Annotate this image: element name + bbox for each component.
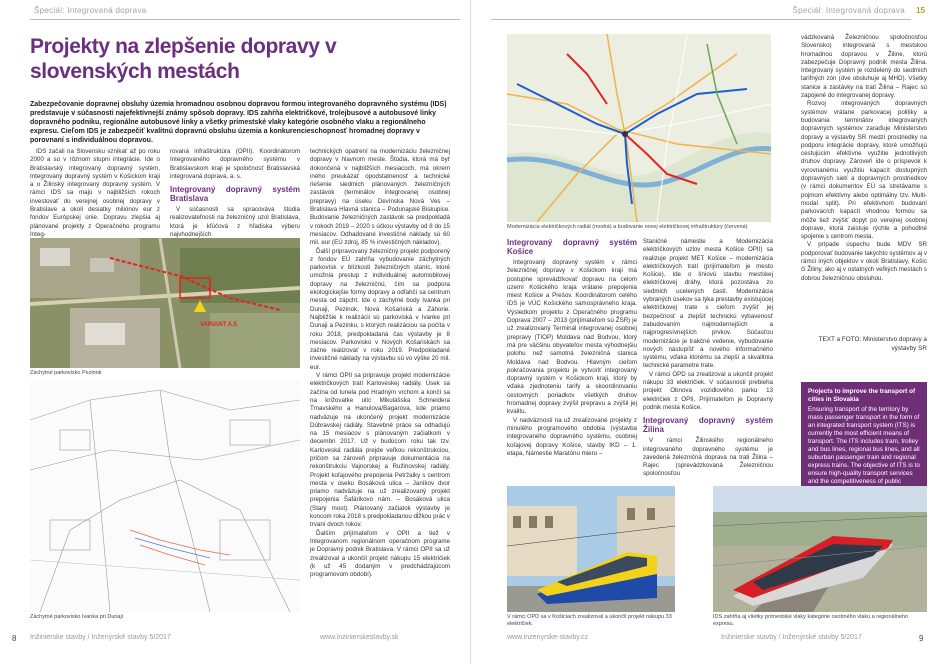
summary-text: Ensuring transport of the territory by mass passenger transport in the form of an integrated transport system (ITS) is currently the most efficient means of transport. The ITS includes tram, trolley and bus lines, regional bus lines, and all suburban passenger train and regional express trains. The objective of ITS is to ensure high-quality transport services and the competitiveness of public	[808, 406, 920, 485]
body-text: Ďalším prijímateľom v OPII a tiež v Integrovanom regionálnom operačnom programe je Dopravný podnik Bratislava. V rámci OPII sa už zrealizoval a ukončil projekt nákupu 15 električiek (k už 45 dodaným v predchádzajúcom programovom období).	[310, 529, 450, 579]
body-text: IDS začali na Slovensku vznikať až po roku 2000 a sú v rôznom stupni integrácie. Ide o Bratislavský integrovaný dopravný systém, Integrovaný dopravný systém v Košickom kraji a o Žilinský integrovaný dopravný systém. V rámci IDS sa majú v najbližších rokoch investovať do verejnej osobnej dopravy v Bratislave a okolí desiatky miliónov eur z fondov Európskej únie. Dopravu zlepšia aj plánované projekty z Operačného programu Integ-	[30, 148, 160, 238]
map-graphic	[507, 34, 771, 222]
column-1	[30, 148, 160, 238]
lead-paragraph: Zabezpečovanie dopravnej obsluhy územia hromadnou osobnou dopravou formou integrovaného dopravného systému (IDS) predstavuje v súčasnosti najefektívnejší známy spôsob dopravy. IDS zahŕňa električkové, trolejbusové a autobusové linky dopravného podniku, regionálne autobusové linky a všetky prímestské vlaky kategórie osobného vlaku a regionálneho expresu. Cieľom IDS je zabezpečiť kvalitnú dopravnú obsluhu územia a konkurencieschopnosť hromadnej dopravy v porovnaní s individuálnou dopravou.	[30, 101, 447, 144]
column-b	[643, 238, 773, 478]
tram-photo	[507, 486, 675, 612]
top-page-number: 15	[916, 6, 925, 15]
header-text: Špeciál: Integrovaná doprava	[34, 6, 147, 15]
page-number: 9	[919, 634, 924, 643]
footer-journal: Inžinierske stavby / Inženýrské stavby 5/2017	[721, 634, 862, 641]
caption-train: IDS zahŕňa aj všetky prímestské vlaky kategórie osobného vlaku a regionálneho expresu.	[713, 614, 909, 627]
footer-url: www.inzinierskestavby.sk	[320, 634, 399, 641]
tram-photo-graphic	[507, 486, 675, 612]
body-text: V rámci OPD sa zrealizoval a ukončil projekt nákupu 33 električiek. V súčasnosti prebieha projekt Obnova vozidlového parku 13 električiek z OPII. Prijímateľom je Dopravný podnik mesta Košice.	[643, 370, 773, 411]
site-plan-graphic	[30, 380, 300, 612]
body-text: rovaná infraštruktúra (OPII). Koordinátorom Integrovaného dopravného systému v Bratislavskom kraji je spoločnosť Bratislavská integrovaná doprava, a. s.	[170, 148, 300, 180]
section-heading-bratislava: Integrovaný dopravný systém Bratislava	[170, 185, 300, 204]
body-text: Staničné námestie a Modernizácia električkových uzlov mesta Košice OPII) sa realizuje projekt MET Košice – modernizácia električkových tratí (prijímateľom je mesto Košice). Ide o líniovú stavbu mestskej električkovej dráhy, ktorá pozostáva zo siedmich ucelených častí. Modernizácia vybraných úsekov sa týka prestavby existujúcej električkovej trate s cieľom zvýšiť jej bezpečnosť a zlepšiť technickú vybavenosť zabudovaním najmodernejších a najprogresívnejších prvkov. Súčasťou modernizácie je trakčné vedenie, vybudovanie nových nástupíšť a nového informačného systému, vďaka ktorému sa zlepší a skvalitnia technické parametre trate.	[643, 238, 773, 370]
photo-credit: TEXT a FOTO: Ministerstvo dopravy a výstavby SR	[818, 336, 927, 352]
body-text: Rozvoj integrovaných dopravných systémov vrátane parkovacej politiky a budovania terminálov integrovaných dopravných systémov zaraďuje Ministerstvo dopravy a výstavby SR medzi prostriedky na podporu integrácie dopravy, ktoré umožňujú cestujúcim efektívne využitie jednotlivých druhov dopravy. Zároveň ide o príspevok k vyrovnanému využitiu kapacít dostupných dopravných sietí a dopravných prostriedkov (v rámci dokumentov EÚ sa stretávame s pojmom efektívny alebo optimálny tzv. Multi-modal split). Pri efektívnom budovaní parkovacích kapacít vhodnou formou sa môže tiež zvýšiť dopyt po verejnej osobnej doprave, ktorá zaistuje rýchle a pohodlné spojenie s centrom mesta.	[801, 100, 927, 241]
caption-map: Modernizácia električkových radiál (modrá) a budovanie novej električkovej infraštruktúry (červená)	[507, 224, 748, 230]
page-number: 8	[12, 634, 17, 643]
body-text: Integrovaný dopravný systém v rámci železničnej dopravy v Košickom kraji má postupne sprevádzkovať dopravu na celom území Košického kraja vrátane prepojenia miest Košice a Prešov. Koordinátorom celého IDS je VÚC Košického samosprávneho kraja. Výsledkom projektu z Operačného programu Doprava 2007 – 2013 (prijímateľom sú ŽSR) je už zrealizovaný Terminál integrovanej osobnej prepravy (TIOP) Moldava nad Bodvou, ktorý má pre väčšinu obyvateľov mesta výhodnejšiu polohu než samotná železničná stanica Moldava nad Bodvou. Hlavným cieľom pokračovania projektu je vytvoriť integrovaný dopravný systém v Košickom kraji, ktorý by vďaka zjednoteniu tarify a skoordinovaniu cestovných poriadkov všetkých druhov hromadnej dopravy zvýšil prepravu a zvýšil jej kvalitu.	[507, 259, 637, 416]
header-text: Špeciál: Integrovaná doprava	[792, 6, 905, 15]
aerial-photo-pezinok	[30, 238, 300, 368]
section-heading-zilina: Integrovaný dopravný systém Žilina	[643, 416, 773, 435]
body-text: V prípade úspechu bude MDV SR podporovať budovanie takýchto systémov aj v rámci iných objektov v okolí Bratislavy, Košíc či Žiliny, ako aj v ostatných veľkých mestách s dobrou železničnou obsluhou.	[801, 241, 927, 282]
variant-label: VARIANT A.5	[200, 322, 238, 328]
caption-ivanka: Záchytné parkovisko Ivanka pri Dunaji	[30, 614, 123, 620]
body-text: Ďalší pripravovaný železničný projekt podporený z fondov EÚ zahŕňa vybudovanie záchytných parkovísk v blízkosti železničných staníc, ktoré umožnia prestup z individuálnej automobilovej dopravy na železničnú, čím sa podpora ekologickejšie formy dopravy a odľahčí sa centrum mesta od zápcht. Ide o záchytné body Ivanka pri Dunaji, Pezinok, Nová Košariská a Záhorie. Najbližšie k realizácii sú parkoviská v Ivanke pri Dunaji a Pezinku, s ktorých realizáciou sa počíta v roku 2018, predpokladaná čas výstavby je 8 mesiacov. Parkovisko v Nových Košariskách sa začne realizovať v roku 2019. Predpokladané investičné náklady na výstavbu sú vo výške 20 mil. eur.	[310, 247, 450, 371]
body-text: V nadväznosti na už zrealizované projekty z minulého programového obdobia (výstavba integrovaného dopravného systému, osobnej koľajovej dopravy Košice, stavby IKD – 1. etapa, Námestie Maratónu mieru –	[507, 416, 637, 457]
running-header	[30, 6, 460, 20]
body-text: V rámci Žilinského regionálneho integrovaného dopravného systému je zavedená železničná doprava na trati Žilina – Rajec (sprevádzkovaná Železničnou spoločnosťou	[643, 437, 773, 478]
column-3	[310, 148, 450, 623]
tram-network-map	[507, 34, 771, 222]
article-title: Projekty na zlepšenie dopravy v slovenských mestách	[30, 35, 337, 83]
right-page	[470, 0, 940, 664]
column-2	[170, 148, 300, 239]
running-header	[491, 6, 911, 20]
column-c	[801, 34, 927, 334]
site-plan-ivanka	[30, 380, 300, 612]
column-a	[507, 238, 637, 478]
train-photo-graphic	[713, 486, 927, 612]
caption-tram: V rámci OPD sa v Košiciach zrealizoval a ukončil projekt nákupu 33 električiek.	[507, 614, 672, 627]
summary-title: Projects to improve the transport of cities in Slovakia	[808, 388, 916, 403]
section-heading-kosice: Integrovaný dopravný systém Košice	[507, 238, 637, 256]
footer-journal: Inžinierske stavby / Inženýrské stavby 5/2017	[30, 634, 171, 641]
footer-url: www.inzenyrske-stavby.cz	[507, 634, 589, 641]
caption-pezinok: Záchytné parkovisko Pezinok	[30, 370, 102, 376]
train-photo	[713, 486, 927, 612]
body-text: vádzkovaná Železničnou spoločnosťou Slovensko) integrovaná s mestskou hromadnou dopravou v Žiline, ktorú zabezpečuje Dopravný podnik mesta Žilina. Integrovaný systém je rozdelený do siedmich tarifných zón (dve obsluhuje aj MHD). Všetky stanice a zastávky na trati Žilina – Rajec sú zapojené do integrovanej dopravy.	[801, 34, 927, 100]
body-text: technických opatrení na modernizáciu železničnej dopravy v hlavnom meste. Štúdia, ktorá má byť dokončená v najbližších mesiacoch, má okrem iného preukázať opodstatnenosť a technické riešenie siedmich plánovaných železničných zastávok (terminálov integrovanej osobnej prepravy) na úseku Devínska Nová Ves – Bratislava Hlavná stanica – Podunajské Biskupice. Budovanie železničných zastávok sa predpokladá v rokoch 2019 – 2020 s účkou výstavby od 8 do 15 mesiacov. Odhadované investičné náklady sú 60 mil. eur (EÚ zdroj, 85 % investičných nákladov).	[310, 148, 450, 247]
aerial-photo-graphic	[30, 238, 300, 368]
body-text: V súčasnosti sa spracováva štúdia realizovateľnosti na železničný uzol Bratislava, ktorá je kľúčová z hľadiska výberu najvhodnejších	[170, 206, 300, 239]
body-text: V rámci OPII sa pripravuje projekt modernizácie električkových tratí Karloveskej radiály. Úsek sa začína od tunela pod Hradným vrchom a končí sa na križovatke ulíc Mikulášska Schneidera Trnavského a Hanulova/Bagarova, kde priamo nadväzuje na ukončený projekt modernizácie Dúbravskej radiály. Stavebné práce sa odhadujú na 15 mesiacov s plánovaným začiatkom v decembri 2017. Už v budúcom roku tak tzv. Karloveská radiála prejde veľkou rekonštrukciou, pričom sa zároveň pripravuje dokumentácia na rekonštrukciu Vajnorskej a Ružinovskej radiály. Projekt koľajového prepojenia Petržalky s centrom mesta v úseku Bosáková ulica – Janíkov dvor priamo nadväzuje na už zrealizovaný projekt prepojenia Šafárikovo nám. – Bosáková ulica (Starý most). Plánovaný začiatok výstavby je koncom roka 2018 s predpokladanou dĺžkou prác v trvaní dvoch rokov.	[310, 372, 450, 529]
